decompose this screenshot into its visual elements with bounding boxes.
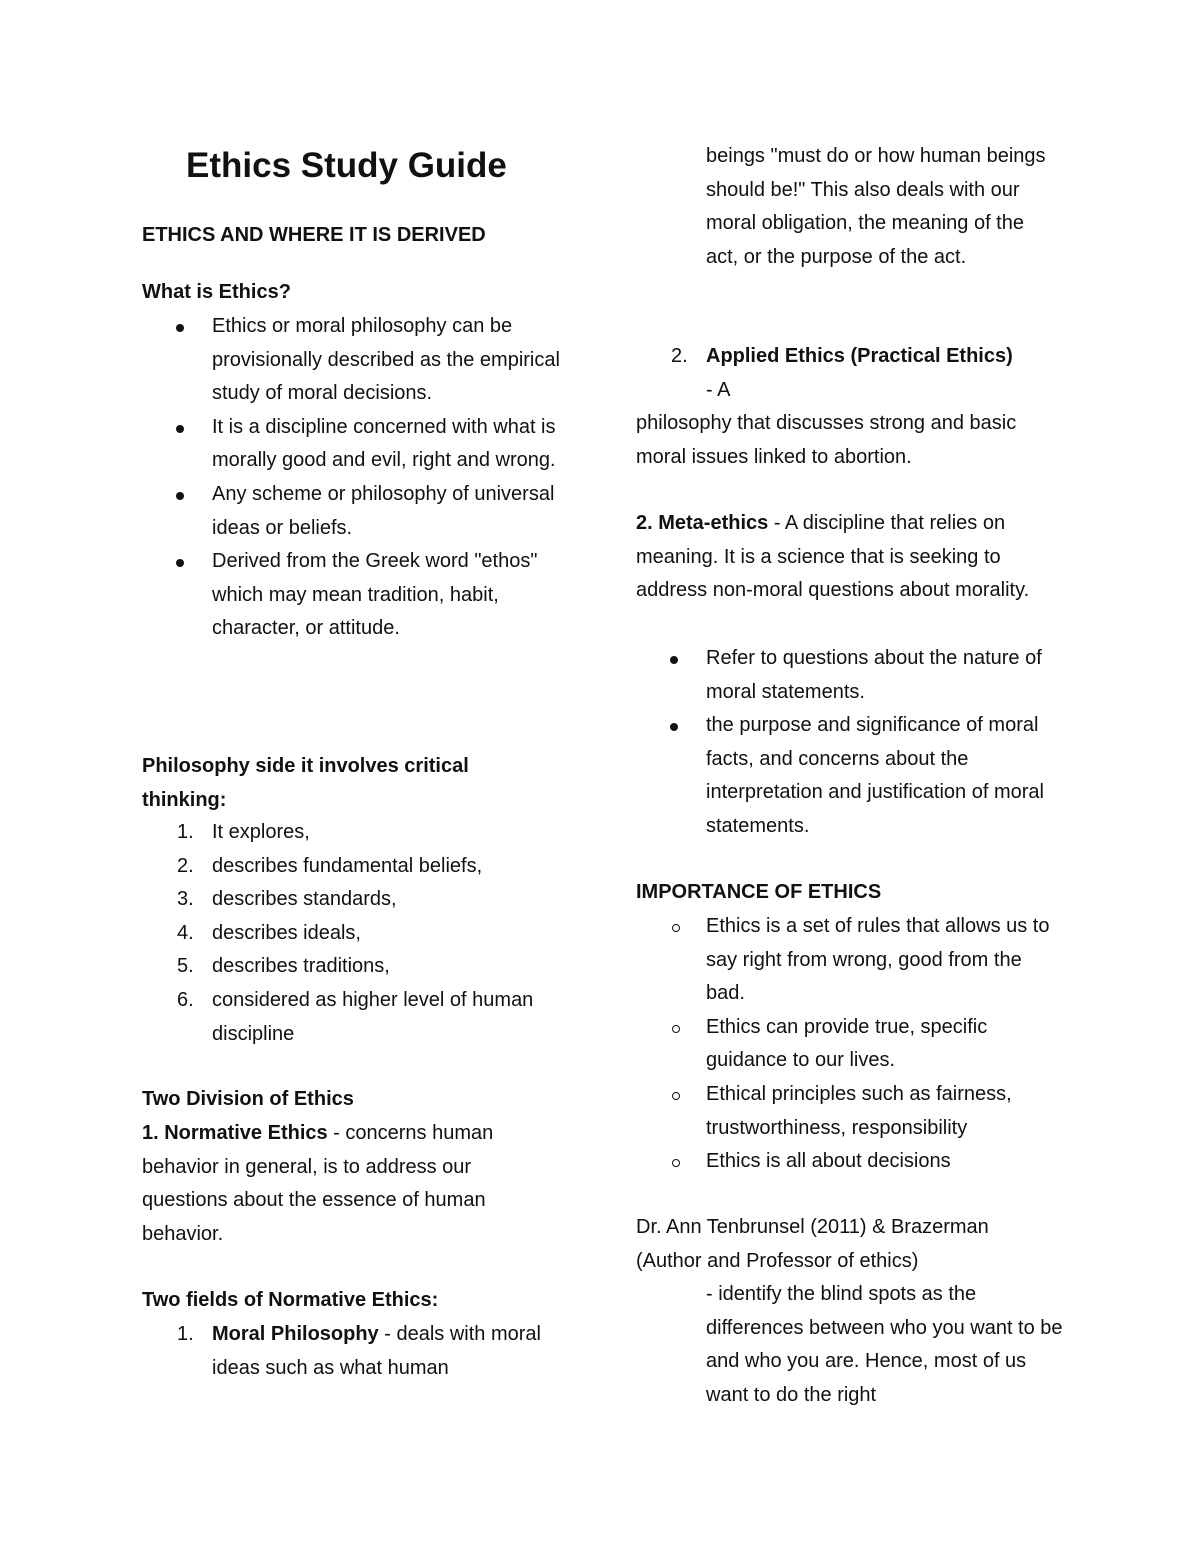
section-heading-ethics-derived: ETHICS AND WHERE IT IS DERIVED [142,224,486,246]
list-item: Ethics is a set of rules that allows us to say right from wrong, good from the bad. [636,910,1066,1011]
two-fields-heading: Two fields of Normative Ethics: [142,1289,439,1311]
list-number: 4. [177,921,194,944]
meta-ethics-paragraph [636,507,1064,608]
list-item: Ethical principles such as fairness, trustworthiness, responsibility [636,1078,1066,1145]
list-item [142,850,562,884]
applied-ethics-dash: - A [706,379,731,401]
list-item: Ethics can provide true, specific guidance to our lives. [636,1011,1066,1078]
list-number: 3. [177,888,194,911]
meta-ethics-text: - A discipline that relies on meaning. It is a science that is seeking to address non-moral questions about morality. [636,512,1030,602]
moral-philosophy-text: - deals with moral ideas such as what human [212,1323,541,1379]
list-item [142,883,562,917]
list-item [142,1318,562,1385]
list-item [142,950,562,984]
list-item-text: describes ideals, [212,921,361,944]
list-number: 1. [177,1323,194,1345]
applied-ethics-text: philosophy that discusses strong and basic moral issues linked to abortion. [636,412,1017,468]
moral-philosophy-term: Moral Philosophy [212,1323,379,1345]
list-item [142,984,562,1051]
list-number: 2. [671,345,688,367]
applied-ethics-list [636,340,1076,374]
list-number: 6. [177,988,194,1011]
list-item: Ethics or moral philosophy can be provisionally described as the empirical study of moral decisions. [142,310,562,411]
list-number: 2. [177,854,194,877]
philosophy-list [142,816,562,1051]
normative-ethics-paragraph [142,1117,552,1251]
moral-philosophy-continued: beings "must do or how human beings should be!" This also deals with our moral obligation, the meaning of the act, or the purpose of the act. [706,145,1046,268]
list-item [142,917,562,951]
applied-ethics-term: Applied Ethics (Practical Ethics) [706,345,1013,367]
list-item-text: considered as higher level of human discipline [212,988,534,1045]
list-item: Any scheme or philosophy of universal ideas or beliefs. [142,478,562,545]
list-item: Derived from the Greek word "ethos" which may mean tradition, habit, character, or attitude. [142,545,562,646]
normative-ethics-text: - concerns human behavior in general, is to address our questions about the essence of human behavior. [142,1122,494,1245]
meta-ethics-list [636,642,1061,844]
list-item: Refer to questions about the nature of moral statements. [636,642,1061,709]
page-title: Ethics Study Guide [186,146,507,185]
list-number: 5. [177,955,194,978]
normative-ethics-term: 1. Normative Ethics [142,1122,328,1144]
author-line: Dr. Ann Tenbrunsel (2011) & Brazerman (Author and Professor of ethics) [636,1216,989,1272]
normative-fields-list [142,1318,562,1385]
list-item: the purpose and significance of moral facts, and concerns about the interpretation and justification of moral statements. [636,709,1061,843]
meta-ethics-term: 2. Meta-ethics [636,512,769,534]
list-item [142,816,562,850]
list-item-text: describes traditions, [212,955,390,978]
author-text: - identify the blind spots as the differences between who you want to be and who you are. Hence, most of us want to do the right [706,1283,1063,1406]
list-number: 1. [177,821,194,843]
list-item-text: It explores, [212,821,310,843]
list-item: It is a discipline concerned with what is morally good and evil, right and wrong. [142,411,562,478]
importance-heading: IMPORTANCE OF ETHICS [636,881,882,903]
list-item-text: describes standards, [212,888,397,911]
what-is-ethics-heading: What is Ethics? [142,281,291,303]
what-is-ethics-list [142,310,562,646]
importance-list [636,910,1066,1179]
list-item-text: describes fundamental beliefs, [212,854,483,877]
list-item [636,340,1076,374]
philosophy-heading: Philosophy side it involves critical thinking: [142,755,469,811]
two-division-heading: Two Division of Ethics [142,1088,354,1110]
list-item: Ethics is all about decisions [636,1145,1066,1179]
